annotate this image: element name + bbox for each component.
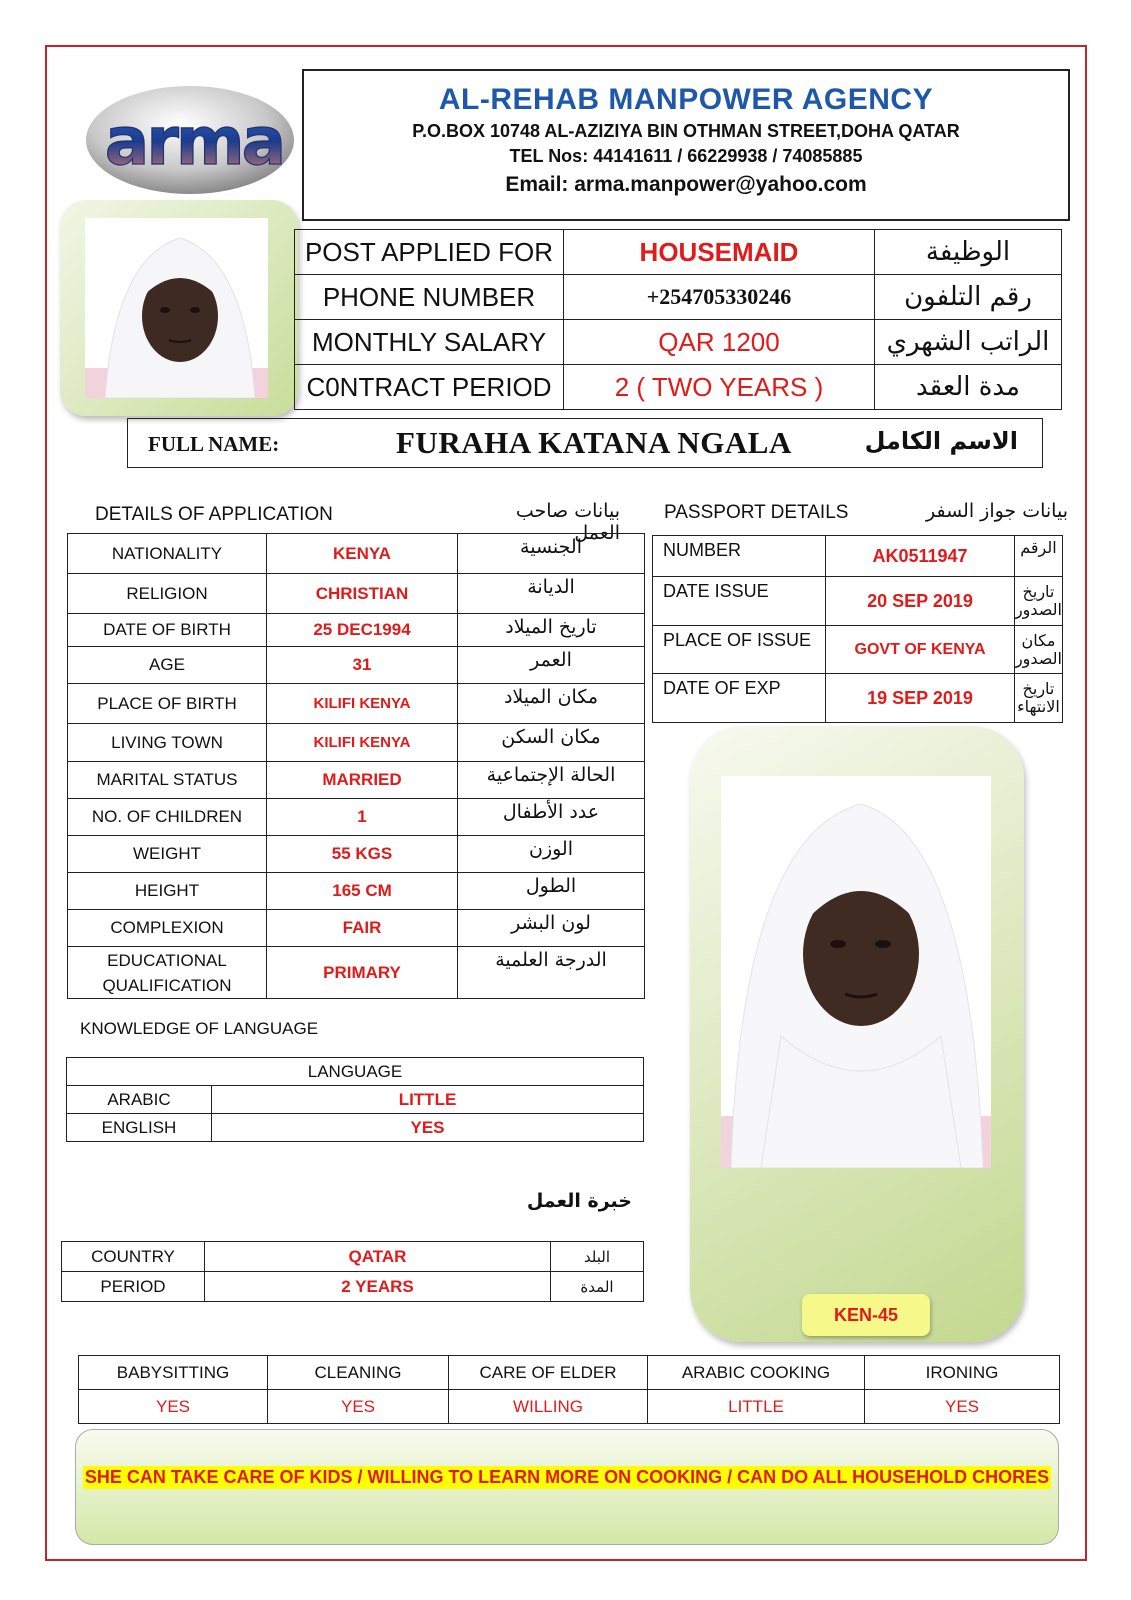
table-row (68, 574, 645, 614)
field-label: NO. OF CHILDREN (68, 799, 267, 836)
job-info-table (294, 229, 1062, 410)
job-value: HOUSEMAID (564, 230, 875, 275)
full-name-box (127, 418, 1043, 468)
language-label: ARABIC (67, 1086, 212, 1114)
agency-header (302, 69, 1070, 221)
application-section-title-arabic: بيانات صاحب العمل (515, 500, 620, 544)
field-value: FAIR (267, 910, 458, 947)
skill-value: LITTLE (648, 1390, 865, 1424)
passport-value: GOVT OF KENYA (826, 626, 1015, 674)
field-arabic: عدد الأطفال (458, 799, 645, 836)
skill-value: YES (79, 1390, 268, 1424)
passport-value: 19 SEP 2019 (826, 674, 1015, 723)
application-details-table (67, 533, 645, 999)
table-row (79, 1356, 1060, 1390)
work-experience-title-arabic: خبرة العمل (526, 1190, 632, 1212)
passport-section-title-arabic: بيانات جواز السفر (926, 500, 1068, 522)
table-row (653, 674, 1063, 723)
field-value: KILIFI KENYA (267, 724, 458, 762)
field-arabic: العمر (458, 647, 645, 684)
table-row (62, 1242, 644, 1272)
full-name-arabic: الاسم الكامل (864, 427, 1018, 455)
field-value: KENYA (267, 534, 458, 574)
work-arabic: البلد (551, 1242, 644, 1272)
table-row (653, 536, 1063, 577)
passport-arabic: تاريخ الانتهاء (1014, 674, 1062, 723)
field-value: 165 CM (267, 873, 458, 910)
agency-phones: TEL Nos: 44141611 / 66229938 / 74085885 (509, 146, 863, 166)
skill-label: CARE OF ELDER (449, 1356, 648, 1390)
passport-label: DATE ISSUE (653, 577, 826, 626)
work-arabic: المدة (551, 1272, 644, 1302)
field-value: 25 DEC1994 (267, 614, 458, 647)
skill-label: IRONING (865, 1356, 1060, 1390)
skill-value: YES (268, 1390, 449, 1424)
passport-arabic: تاريخ الصدور (1014, 577, 1062, 626)
work-label: COUNTRY (62, 1242, 205, 1272)
candidate-photo-large (721, 776, 991, 1168)
job-arabic: الراتب الشهري (875, 320, 1062, 365)
table-row (295, 230, 1062, 275)
table-row (68, 947, 645, 999)
field-value: 55 KGS (267, 836, 458, 873)
table-row (295, 320, 1062, 365)
job-value: 2 ( TWO YEARS ) (564, 365, 875, 410)
passport-value: AK0511947 (826, 536, 1015, 577)
field-label: RELIGION (68, 574, 267, 614)
table-row (68, 614, 645, 647)
passport-label: NUMBER (653, 536, 826, 577)
job-arabic: مدة العقد (875, 365, 1062, 410)
field-arabic: الديانة (458, 574, 645, 614)
job-arabic: الوظيفة (875, 230, 1062, 275)
field-arabic: الحالة الإجتماعية (458, 762, 645, 799)
table-row (295, 365, 1062, 410)
candidate-code-badge: KEN-45 (802, 1294, 930, 1336)
field-label: DATE OF BIRTH (68, 614, 267, 647)
skill-value: YES (865, 1390, 1060, 1424)
job-arabic: رقم التلفون (875, 275, 1062, 320)
skill-value: WILLING (449, 1390, 648, 1424)
remarks-box (75, 1429, 1059, 1545)
table-row (67, 1058, 644, 1086)
field-label: PLACE OF BIRTH (68, 684, 267, 724)
field-value: PRIMARY (267, 947, 458, 999)
agency-email: Email: arma.manpower@yahoo.com (505, 173, 867, 196)
field-value: 1 (267, 799, 458, 836)
field-label: HEIGHT (68, 873, 267, 910)
field-label: MARITAL STATUS (68, 762, 267, 799)
job-label: PHONE NUMBER (295, 275, 564, 320)
table-row (653, 577, 1063, 626)
field-value: MARRIED (267, 762, 458, 799)
job-label: C0NTRACT PERIOD (295, 365, 564, 410)
job-label: POST APPLIED FOR (295, 230, 564, 275)
skills-table (78, 1355, 1060, 1424)
passport-value: 20 SEP 2019 (826, 577, 1015, 626)
job-value: +254705330246 (564, 275, 875, 320)
full-name-label: FULL NAME: (148, 432, 280, 456)
field-arabic: الدرجة العلمية (458, 947, 645, 999)
language-header: LANGUAGE (67, 1058, 644, 1086)
field-arabic: تاريخ الميلاد (458, 614, 645, 647)
agency-logo (84, 84, 302, 196)
skill-label: BABYSITTING (79, 1356, 268, 1390)
field-value: KILIFI KENYA (267, 684, 458, 724)
svg-text:arma: arma (104, 103, 284, 180)
table-row (68, 647, 645, 684)
full-name-value: FURAHA KATANA NGALA (396, 425, 792, 460)
passport-section-title: PASSPORT DETAILS (664, 502, 849, 523)
skill-label: ARABIC COOKING (648, 1356, 865, 1390)
field-value: 31 (267, 647, 458, 684)
table-row (67, 1086, 644, 1114)
field-arabic: مكان الميلاد (458, 684, 645, 724)
field-label: AGE (68, 647, 267, 684)
table-row (295, 275, 1062, 320)
language-section-title: KNOWLEDGE OF LANGUAGE (80, 1019, 319, 1038)
field-arabic: الوزن (458, 836, 645, 873)
agency-name: AL-REHAB MANPOWER AGENCY (438, 83, 934, 116)
table-row (68, 724, 645, 762)
table-row (68, 873, 645, 910)
language-level: YES (212, 1114, 644, 1142)
field-arabic: الطول (458, 873, 645, 910)
photo-frame-small (60, 200, 298, 416)
field-value: CHRISTIAN (267, 574, 458, 614)
table-row (68, 534, 645, 574)
table-row (68, 799, 645, 836)
job-value: QAR 1200 (564, 320, 875, 365)
work-experience-table (61, 1241, 644, 1302)
table-row (68, 836, 645, 873)
language-label: ENGLISH (67, 1114, 212, 1142)
work-label: PERIOD (62, 1272, 205, 1302)
table-row (653, 626, 1063, 674)
passport-arabic: الرقم (1014, 536, 1062, 577)
language-level: LITTLE (212, 1086, 644, 1114)
field-arabic: الجنسية (458, 534, 645, 574)
photo-frame-large (690, 726, 1024, 1342)
application-section-title: DETAILS OF APPLICATION (95, 504, 333, 525)
table-row (67, 1114, 644, 1142)
agency-address: P.O.BOX 10748 AL-AZIZIYA BIN OTHMAN STREET,DOHA QATAR (412, 121, 960, 141)
language-table (66, 1057, 644, 1142)
passport-label: PLACE OF ISSUE (653, 626, 826, 674)
table-row (62, 1272, 644, 1302)
candidate-photo-small (85, 218, 268, 398)
field-label: WEIGHT (68, 836, 267, 873)
passport-details-table (652, 535, 1063, 723)
field-arabic: لون البشر (458, 910, 645, 947)
job-label: MONTHLY SALARY (295, 320, 564, 365)
field-label: COMPLEXION (68, 910, 267, 947)
work-value: 2 YEARS (205, 1272, 551, 1302)
field-label: LIVING TOWN (68, 724, 267, 762)
field-label: NATIONALITY (68, 534, 267, 574)
field-arabic: مكان السكن (458, 724, 645, 762)
table-row (68, 910, 645, 947)
table-row (79, 1390, 1060, 1424)
work-value: QATAR (205, 1242, 551, 1272)
passport-arabic: مكان الصدور (1014, 626, 1062, 674)
field-label: EDUCATIONAL QUALIFICATION (68, 947, 267, 999)
remarks-text: SHE CAN TAKE CARE OF KIDS / WILLING TO LEARN MORE ON COOKING / CAN DO ALL HOUSEHOLD CHORES (84, 1467, 1050, 1487)
passport-label: DATE OF EXP (653, 674, 826, 723)
table-row (68, 684, 645, 724)
skill-label: CLEANING (268, 1356, 449, 1390)
table-row (68, 762, 645, 799)
